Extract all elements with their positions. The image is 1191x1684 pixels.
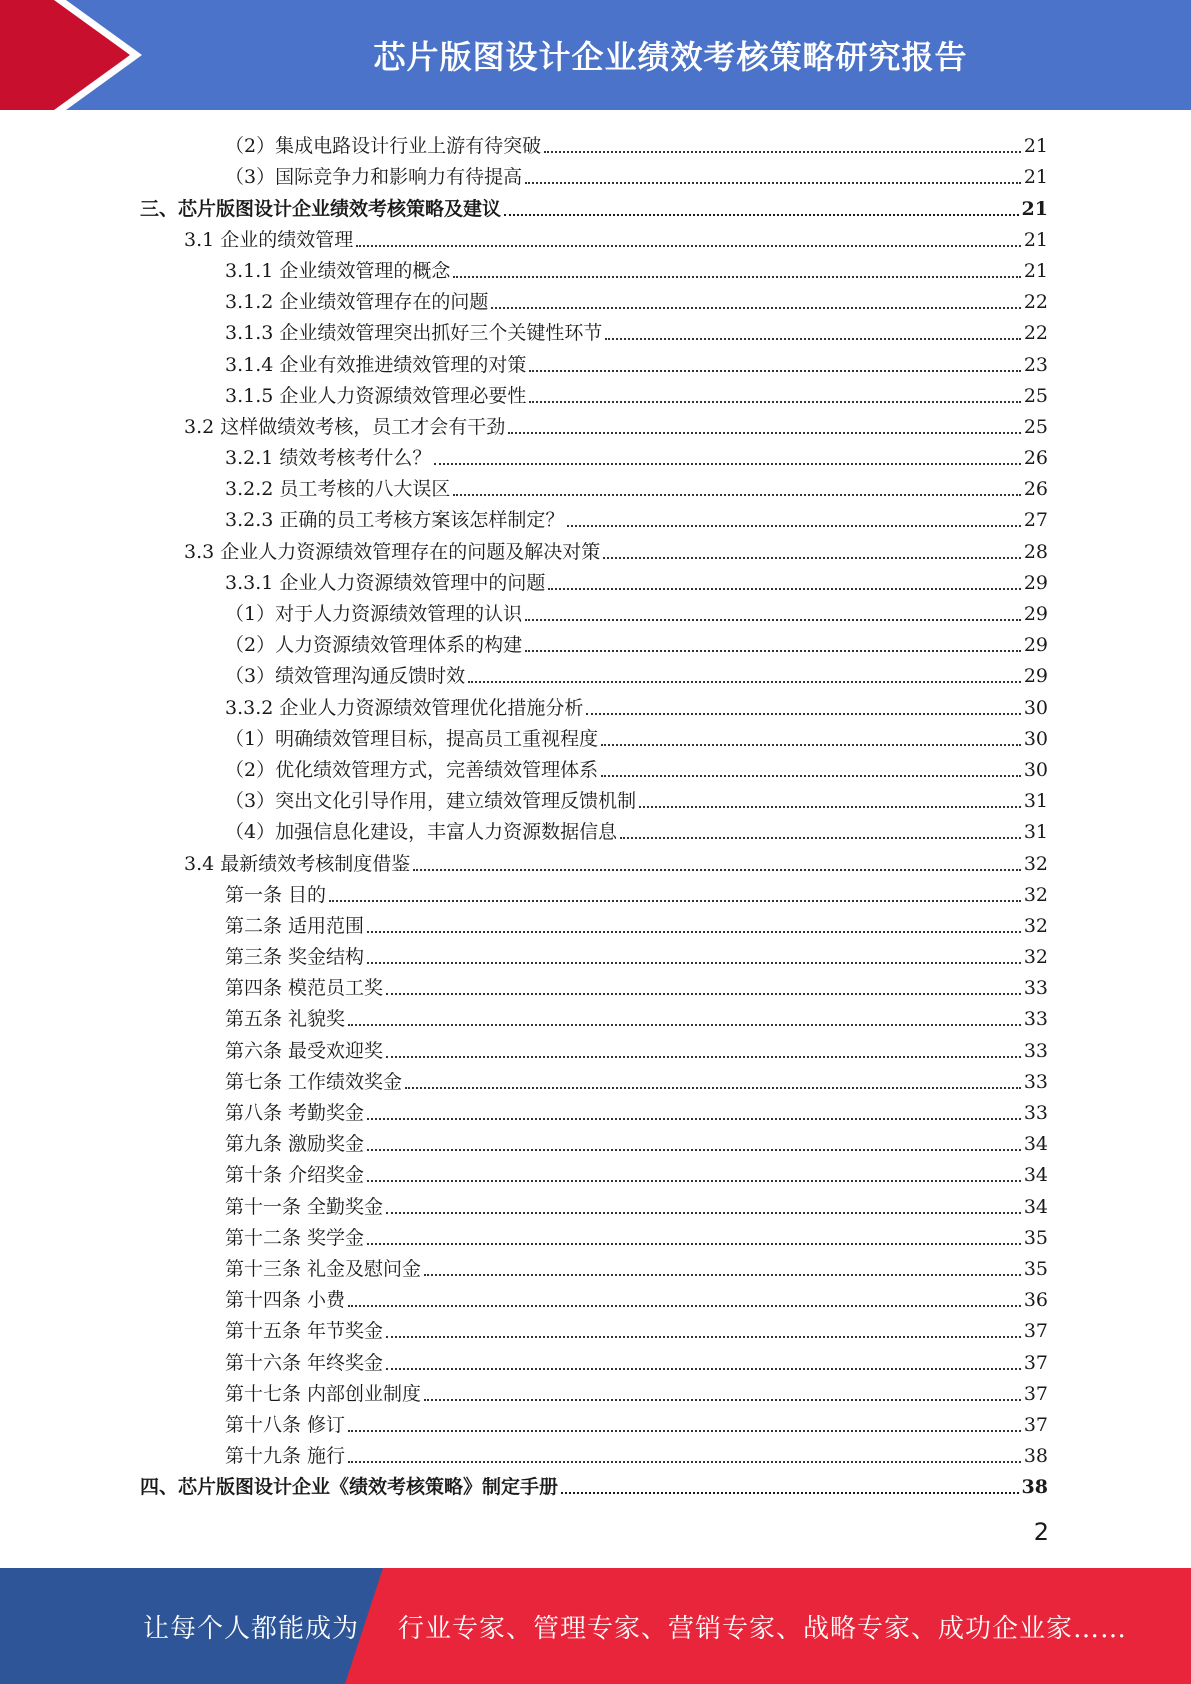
toc-entry[interactable] (140, 377, 1048, 408)
toc-entry-title: （3）突出文化引导作用，建立绩效管理反馈机制 (225, 790, 637, 813)
toc-entry-title: 第十三条 礼金及慰问金 (225, 1257, 422, 1280)
toc-entry-title: 第三条 奖金结构 (225, 946, 365, 969)
toc-entry-title: 三、芯片版图设计企业绩效考核策略及建议 (140, 197, 502, 220)
toc-entry-page: 38 (1023, 1445, 1048, 1468)
toc-entry-page: 37 (1023, 1413, 1048, 1436)
toc-dot-leader (525, 650, 1021, 652)
toc-dot-leader (367, 1180, 1021, 1182)
toc-entry-page: 21 (1023, 166, 1048, 189)
toc-entry[interactable] (140, 938, 1048, 969)
toc-entry[interactable] (140, 1000, 1048, 1031)
toc-entry-page: 32 (1023, 883, 1048, 906)
toc-dot-leader (468, 681, 1021, 683)
toc-entry-title: 第十八条 修订 (225, 1413, 346, 1436)
footer-slogan-left: 让每个人都能成为 (143, 1613, 360, 1644)
table-of-contents (140, 127, 1048, 1499)
toc-entry[interactable] (140, 1375, 1048, 1406)
toc-entry-page: 33 (1023, 1102, 1048, 1124)
toc-entry[interactable] (140, 501, 1048, 532)
toc-dot-leader (434, 463, 1020, 465)
toc-entry-page: 37 (1023, 1382, 1048, 1405)
toc-entry-title: 第二条 适用范围 (225, 914, 365, 937)
toc-dot-leader (356, 245, 1021, 247)
toc-dot-leader (508, 432, 1021, 434)
toc-dot-leader (525, 619, 1021, 621)
toc-entry-title: 3.1.3 企业绩效管理突出抓好三个关键性环节 (225, 322, 603, 345)
toc-entry-page: 37 (1023, 1351, 1048, 1374)
page-number: 2 (1033, 1518, 1049, 1546)
toc-entry-page: 33 (1023, 1039, 1048, 1062)
toc-dot-leader (601, 775, 1021, 777)
toc-entry-title: （3）国际竞争力和影响力有待提高 (225, 166, 523, 189)
toc-entry-page: 27 (1023, 509, 1048, 532)
toc-dot-leader (348, 1305, 1021, 1307)
toc-entry-page: 37 (1023, 1320, 1048, 1343)
toc-dot-leader (601, 744, 1021, 746)
toc-dot-leader (405, 1087, 1021, 1089)
toc-entry[interactable] (140, 813, 1048, 844)
toc-dot-leader (567, 525, 1020, 527)
toc-entry[interactable] (140, 564, 1048, 595)
toc-dot-leader (639, 806, 1021, 808)
toc-entry-title: 3.3.1 企业人力资源绩效管理中的问题 (225, 571, 546, 594)
toc-entry-title: 四、芯片版图设计企业《绩效考核策略》制定手册 (140, 1476, 559, 1499)
toc-entry[interactable] (140, 751, 1048, 782)
toc-entry-page: 25 (1023, 415, 1048, 438)
toc-entry-title: 第六条 最受欢迎奖 (225, 1039, 384, 1062)
toc-entry-page: 31 (1023, 790, 1048, 813)
toc-entry[interactable] (140, 158, 1048, 189)
toc-entry-title: （4）加强信息化建设，丰富人力资源数据信息 (225, 821, 618, 844)
toc-entry-page: 21 (1023, 135, 1048, 158)
toc-entry[interactable] (140, 626, 1048, 657)
toc-dot-leader (329, 900, 1021, 902)
toc-entry[interactable] (140, 595, 1048, 626)
toc-entry[interactable] (140, 657, 1048, 688)
toc-entry-page: 26 (1023, 478, 1048, 501)
toc-entry-title: 3.2.2 员工考核的八大误区 (225, 478, 451, 501)
toc-entry[interactable] (140, 688, 1048, 719)
toc-entry-page: 30 (1023, 696, 1048, 719)
toc-entry-page: 35 (1023, 1226, 1048, 1249)
toc-dot-leader (386, 1368, 1021, 1370)
toc-entry[interactable] (140, 907, 1048, 938)
toc-entry-page: 33 (1023, 1070, 1048, 1093)
toc-dot-leader (529, 401, 1020, 403)
toc-entry-page: 34 (1023, 1195, 1048, 1218)
toc-entry-page: 36 (1023, 1289, 1048, 1312)
toc-entry-title: 第十四条 小费 (225, 1289, 346, 1312)
toc-entry-title: 3.2.1 绩效考核考什么？ (225, 447, 432, 470)
toc-entry-page: 29 (1023, 571, 1048, 594)
toc-entry-page: 29 (1023, 665, 1048, 688)
toc-entry-title: （3）绩效管理沟通反馈时效 (225, 665, 466, 688)
toc-entry[interactable] (140, 1187, 1048, 1218)
toc-entry-page: 28 (1023, 540, 1048, 563)
toc-entry-page: 29 (1023, 634, 1048, 657)
toc-entry-page: 25 (1023, 384, 1048, 407)
toc-dot-leader (453, 276, 1020, 278)
toc-dot-leader (603, 557, 1021, 559)
toc-entry[interactable] (140, 1281, 1048, 1312)
toc-entry-title: 3.1 企业的绩效管理 (184, 228, 354, 251)
toc-entry-page: 32 (1023, 946, 1048, 969)
toc-dot-leader (348, 1430, 1021, 1432)
toc-entry-page: 31 (1023, 821, 1048, 844)
toc-entry-title: 3.1.1 企业绩效管理的概念 (225, 259, 451, 282)
toc-entry[interactable] (140, 876, 1048, 907)
toc-dot-leader (491, 307, 1020, 309)
toc-entry-title: 第十九条 施行 (225, 1445, 346, 1468)
toc-entry-title: 第十七条 内部创业制度 (225, 1382, 422, 1405)
toc-entry-page: 23 (1023, 353, 1048, 376)
toc-entry[interactable] (140, 439, 1048, 470)
toc-dot-leader (367, 962, 1021, 964)
toc-entry-title: 第十二条 奖学金 (225, 1226, 365, 1249)
toc-entry-page: 33 (1023, 1008, 1048, 1031)
toc-entry[interactable] (140, 969, 1048, 1000)
toc-entry[interactable] (140, 314, 1048, 345)
toc-entry[interactable] (140, 470, 1048, 501)
toc-entry-title: 第十五条 年节奖金 (225, 1320, 384, 1343)
toc-dot-leader (424, 1399, 1021, 1401)
toc-entry-title: 第十条 介绍奖金 (225, 1164, 365, 1187)
toc-entry-title: 第一条 目的 (225, 883, 327, 906)
toc-dot-leader (348, 1461, 1021, 1463)
toc-entry-title: 第十六条 年终奖金 (225, 1351, 384, 1374)
toc-entry[interactable] (140, 1437, 1048, 1468)
toc-entry[interactable] (140, 1156, 1048, 1187)
toc-entry[interactable] (140, 408, 1048, 439)
toc-entry[interactable] (140, 283, 1048, 314)
toc-entry-page: 32 (1023, 914, 1048, 937)
toc-entry-title: 3.1.5 企业人力资源绩效管理必要性 (225, 384, 527, 407)
toc-dot-leader (605, 338, 1020, 340)
toc-dot-leader (424, 1274, 1021, 1276)
toc-entry[interactable] (140, 1406, 1048, 1437)
toc-entry-title: （2）人力资源绩效管理体系的构建 (225, 634, 523, 657)
toc-entry[interactable] (140, 782, 1048, 813)
toc-dot-leader (620, 837, 1021, 839)
toc-entry-title: 3.1.2 企业绩效管理存在的问题 (225, 291, 489, 314)
toc-entry[interactable] (140, 1031, 1048, 1062)
toc-entry-page: 21 (1023, 259, 1048, 282)
toc-entry[interactable] (140, 221, 1048, 252)
toc-entry-page: 34 (1023, 1133, 1048, 1156)
page-header (0, 0, 1191, 110)
toc-dot-leader (544, 151, 1021, 153)
toc-entry[interactable] (140, 532, 1048, 563)
toc-entry-title: 3.1.4 企业有效推进绩效管理的对策 (225, 353, 527, 376)
toc-entry[interactable] (140, 252, 1048, 283)
toc-entry-title: （2）优化绩效管理方式，完善绩效管理体系 (225, 758, 599, 781)
toc-entry[interactable] (140, 1312, 1048, 1343)
toc-entry-page: 32 (1023, 852, 1048, 875)
document-title: 芯片版图设计企业绩效考核策略研究报告 (373, 38, 968, 76)
toc-entry[interactable] (140, 1468, 1048, 1499)
toc-dot-leader (586, 713, 1020, 715)
toc-dot-leader (561, 1492, 1019, 1494)
toc-dot-leader (525, 182, 1021, 184)
toc-entry-page: 22 (1023, 291, 1048, 314)
toc-entry-title: （1）对于人力资源绩效管理的认识 (225, 603, 523, 625)
toc-entry[interactable] (140, 1219, 1048, 1250)
toc-entry-page: 30 (1023, 758, 1048, 781)
toc-dot-leader (367, 1118, 1021, 1120)
toc-entry-page: 21 (1023, 228, 1048, 251)
toc-entry-title: 第七条 工作绩效奖金 (225, 1070, 403, 1093)
toc-entry-title: （1）明确绩效管理目标，提高员工重视程度 (225, 727, 599, 750)
toc-entry[interactable] (140, 720, 1048, 751)
toc-entry-page: 21 (1021, 197, 1048, 220)
toc-entry-title: 3.4 最新绩效考核制度借鉴 (184, 852, 411, 875)
toc-entry[interactable] (140, 1094, 1048, 1125)
page-footer (0, 1568, 1191, 1684)
toc-entry[interactable] (140, 1063, 1048, 1094)
toc-entry-title: 第五条 礼貌奖 (225, 1008, 346, 1031)
footer-slogan-right: 行业专家、管理专家、营销专家、战略专家、成功企业家…… (398, 1613, 1128, 1644)
toc-entry-page: 22 (1023, 322, 1048, 345)
toc-entry-title: 第九条 激励奖金 (225, 1133, 365, 1156)
toc-dot-leader (367, 931, 1021, 933)
toc-entry-title: 3.2 这样做绩效考核，员工才会有干劲 (184, 415, 506, 438)
toc-dot-leader (548, 588, 1020, 590)
toc-entry[interactable] (140, 1250, 1048, 1281)
toc-entry-title: 3.3.2 企业人力资源绩效管理优化措施分析 (225, 696, 584, 719)
toc-entry[interactable] (140, 1125, 1048, 1156)
toc-entry-page: 34 (1023, 1164, 1048, 1187)
toc-entry-page: 29 (1023, 603, 1048, 625)
toc-dot-leader (529, 370, 1020, 372)
toc-entry-title: 第八条 考勤奖金 (225, 1102, 365, 1124)
toc-entry-title: 第十一条 全勤奖金 (225, 1195, 384, 1218)
toc-entry-page: 30 (1023, 727, 1048, 750)
toc-dot-leader (386, 1336, 1021, 1338)
toc-entry-page: 26 (1023, 447, 1048, 470)
toc-entry[interactable] (140, 844, 1048, 875)
toc-entry-page: 38 (1021, 1476, 1048, 1499)
toc-entry-title: 第四条 模范员工奖 (225, 977, 384, 1000)
toc-entry[interactable] (140, 189, 1048, 220)
toc-entry-page: 35 (1023, 1257, 1048, 1280)
toc-entry-page: 33 (1023, 977, 1048, 1000)
toc-dot-leader (367, 1243, 1021, 1245)
toc-dot-leader (386, 1212, 1021, 1214)
toc-dot-leader (504, 214, 1019, 216)
toc-entry[interactable] (140, 1343, 1048, 1374)
toc-dot-leader (367, 1149, 1021, 1151)
toc-entry-title: （2）集成电路设计行业上游有待突破 (225, 135, 542, 158)
toc-dot-leader (386, 1056, 1021, 1058)
toc-dot-leader (413, 869, 1021, 871)
toc-dot-leader (348, 1024, 1021, 1026)
toc-entry[interactable] (140, 127, 1048, 158)
toc-entry-title: 3.3 企业人力资源绩效管理存在的问题及解决对策 (184, 540, 601, 563)
header-chevron-icon (0, 0, 160, 110)
toc-dot-leader (386, 993, 1021, 995)
toc-dot-leader (453, 494, 1020, 496)
toc-entry-title: 3.2.3 正确的员工考核方案该怎样制定？ (225, 509, 565, 532)
toc-entry[interactable] (140, 345, 1048, 376)
